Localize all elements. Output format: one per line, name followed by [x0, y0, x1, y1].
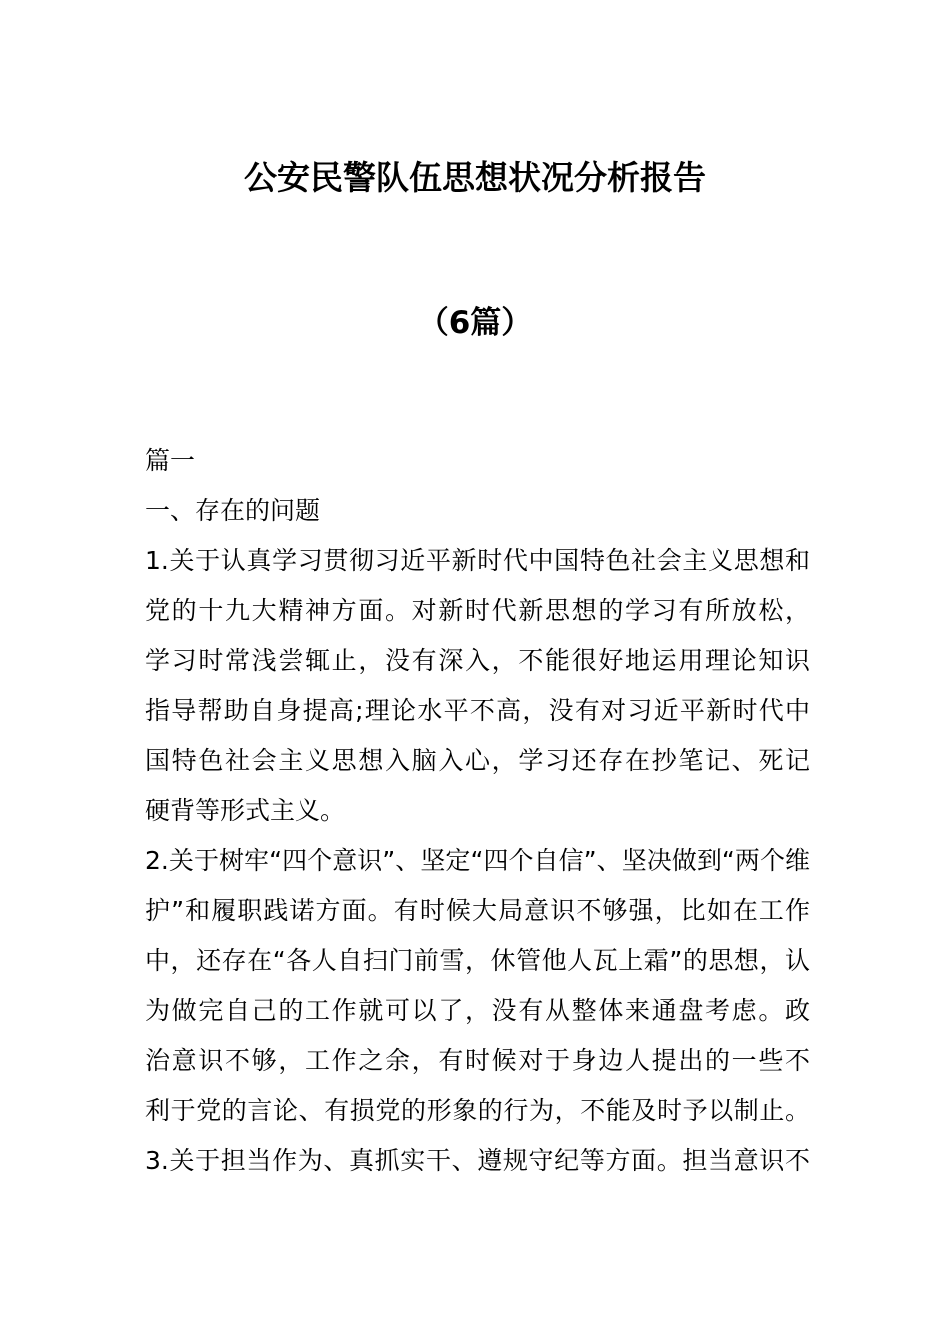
document-subtitle: （6篇）	[417, 305, 533, 341]
paragraph-line: 利于党的言论、有损党的形象的行为，不能及时予以制止。	[145, 1096, 810, 1125]
paragraph-line: 国特色社会主义思想入脑入心，学习还存在抄笔记、死记	[145, 746, 810, 775]
section-heading-problems: 一、存在的问题	[145, 496, 321, 525]
paragraph-line: 2.关于树牢“四个意识”、坚定“四个自信”、坚决做到“两个维	[145, 846, 810, 875]
section-heading-pian-yi: 篇一	[145, 446, 196, 475]
paragraph-line: 3.关于担当作为、真抓实干、遵规守纪等方面。担当意识不	[145, 1146, 810, 1175]
document-title: 公安民警队伍思想状况分析报告	[244, 158, 706, 197]
paragraph-line: 治意识不够，工作之余，有时候对于身边人提出的一些不	[145, 1046, 810, 1075]
paragraph-line: 学习时常浅尝辄止，没有深入，不能很好地运用理论知识	[145, 646, 810, 675]
paragraph-line: 硬背等形式主义。	[145, 796, 346, 825]
paragraph-line: 1.关于认真学习贯彻习近平新时代中国特色社会主义思想和	[145, 546, 810, 575]
paragraph-line: 护”和履职践诺方面。有时候大局意识不够强，比如在工作	[145, 896, 810, 925]
paragraph-line: 为做完自己的工作就可以了，没有从整体来通盘考虑。政	[145, 996, 810, 1025]
paragraph-line: 党的十九大精神方面。对新时代新思想的学习有所放松，	[145, 596, 810, 625]
paragraph-line: 指导帮助自身提高;理论水平不高，没有对习近平新时代中	[145, 696, 810, 725]
document-body	[145, 436, 810, 1186]
paragraph-line: 中，还存在“各人自扫门前雪，休管他人瓦上霜”的思想，认	[145, 946, 810, 975]
